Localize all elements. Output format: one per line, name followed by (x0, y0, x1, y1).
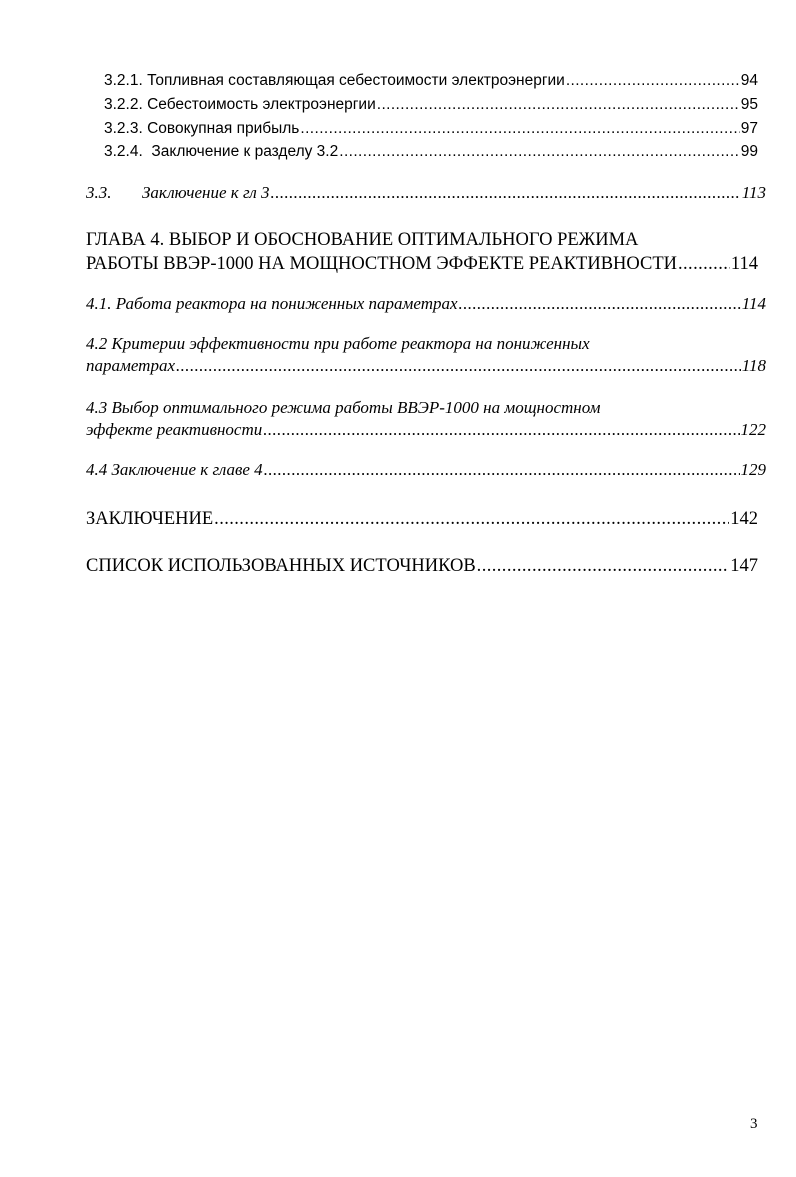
toc-chapter-4-line1: ГЛАВА 4. ВЫБОР И ОБОСНОВАНИЕ ОПТИМАЛЬНОГО РЕЖИМА (86, 230, 639, 250)
entry-page: 97 (740, 120, 758, 137)
entry-title: ЗАКЛЮЧЕНИЕ (86, 509, 214, 529)
toc-entry-4-2-line1: 4.2 Критерии эффективности при работе реактора на пониженных (86, 334, 590, 353)
dot-leader (176, 356, 741, 376)
entry-title: РАБОТЫ ВВЭР-1000 НА МОЩНОСТНОМ ЭФФЕКТЕ РЕАКТИВНОСТИ (86, 254, 677, 274)
entry-title: 4.1. Работа реактора на пониженных параметрах (86, 294, 458, 313)
entry-page: 129 (740, 460, 766, 479)
entry-title: Заключение к гл 3 (142, 183, 270, 202)
toc-entry-3-2-1 (104, 72, 758, 90)
entry-title: Совокупная прибыль (147, 120, 300, 137)
toc-entry-3-2-3 (104, 120, 758, 138)
dot-leader (459, 294, 741, 314)
toc-chapter-4 (86, 254, 758, 275)
entry-title: Топливная составляющая себестоимости электроэнергии (147, 72, 565, 89)
dot-leader (271, 183, 741, 203)
entry-title: 4.4 Заключение к главе 4 (86, 460, 263, 479)
toc-entry-4-4 (86, 460, 766, 480)
dot-leader (377, 96, 740, 114)
dot-leader (477, 556, 730, 577)
toc-entry-3-2-4 (104, 143, 758, 161)
toc-entry-4-2 (86, 356, 766, 376)
entry-number: 3.2.2. (104, 96, 143, 113)
dot-leader (264, 460, 740, 480)
entry-page: 147 (730, 556, 758, 576)
entry-page: 114 (730, 254, 758, 274)
entry-title: эффекте реактивности (86, 420, 263, 439)
toc-entry-3-3 (86, 183, 766, 203)
dot-leader (678, 254, 730, 275)
toc-entry-4-3-line1: 4.3 Выбор оптимального режима работы ВВЭР-1000 на мощностном (86, 398, 601, 417)
entry-page: 118 (741, 356, 766, 375)
toc-references (86, 556, 758, 577)
dot-leader (566, 72, 740, 90)
page-number: 3 (750, 1116, 758, 1132)
entry-title: Себестоимость электроэнергии (147, 96, 376, 113)
dot-leader (214, 509, 729, 530)
dot-leader (339, 143, 740, 161)
entry-page: 142 (730, 509, 758, 529)
entry-page: 122 (740, 420, 766, 439)
entry-title: Заключение к разделу 3.2 (151, 143, 339, 160)
toc-entry-4-3 (86, 420, 766, 440)
entry-number: 3.2.4. (104, 143, 143, 160)
entry-page: 113 (741, 183, 766, 202)
entry-number: 3.3. (86, 183, 112, 202)
entry-page: 94 (740, 72, 758, 89)
entry-page: 114 (741, 294, 766, 313)
dot-leader (300, 120, 739, 138)
entry-page: 95 (740, 96, 758, 113)
dot-leader (263, 420, 739, 440)
toc-entry-3-2-2 (104, 96, 758, 114)
entry-number: 3.2.1. (104, 72, 143, 89)
entry-page: 99 (740, 143, 758, 160)
toc-conclusion (86, 509, 758, 530)
entry-number: 3.2.3. (104, 120, 143, 137)
entry-title: параметрах (86, 356, 175, 375)
toc-entry-4-1 (86, 294, 766, 314)
entry-title: СПИСОК ИСПОЛЬЗОВАННЫХ ИСТОЧНИКОВ (86, 556, 476, 576)
